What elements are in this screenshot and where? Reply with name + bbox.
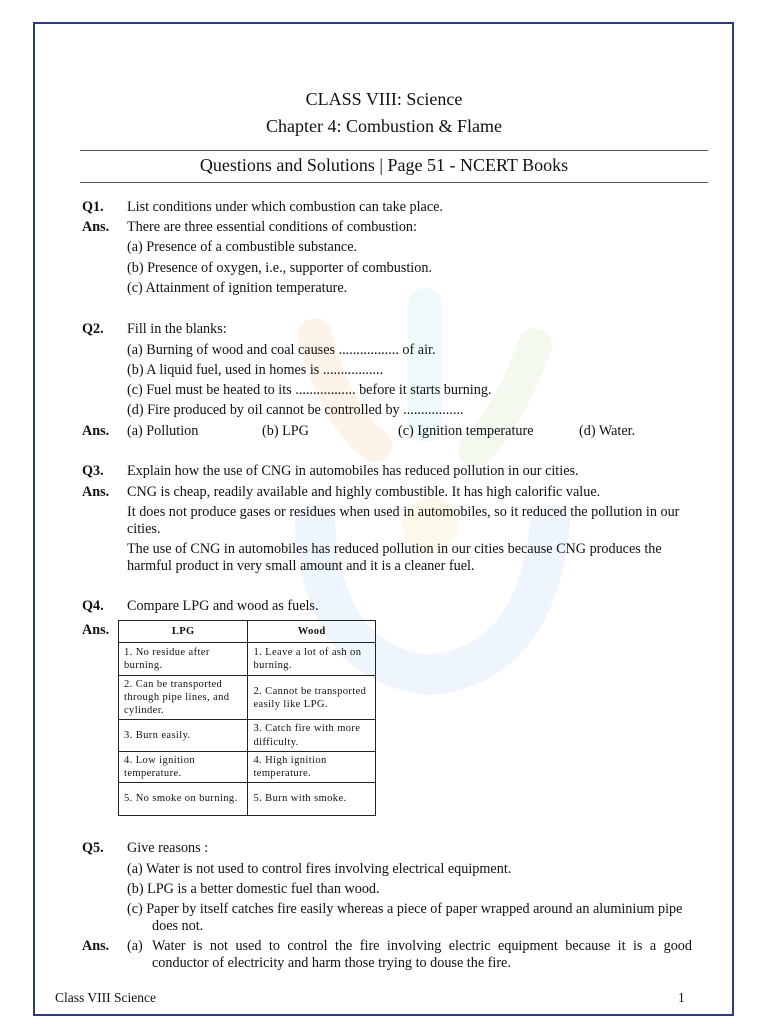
page-subtitle: Questions and Solutions | Page 51 - NCERT Books <box>199 155 569 175</box>
q2-answer: (b) LPG <box>262 423 309 439</box>
table-row <box>119 676 376 720</box>
q1-point: (c) Attainment of ignition temperature. <box>127 280 348 296</box>
q3-label: Q3. <box>82 463 104 479</box>
q4-question: Compare LPG and wood as fuels. <box>127 598 319 614</box>
table-cell: 1. Leave a lot of ash on burning. <box>248 643 376 676</box>
table-header: LPG <box>119 621 248 643</box>
table-cell: 2. Can be transported through pipe lines, and cylinder. <box>119 676 248 720</box>
comparison-table <box>118 620 376 816</box>
q2-answer: (c) Ignition temperature <box>398 423 534 439</box>
q3-answer-p1: CNG is cheap, readily available and highly combustible. It has high calorific value. <box>127 484 601 500</box>
header-rule-top <box>80 150 708 151</box>
q1-point: (b) Presence of oxygen, i.e., supporter of combustion. <box>127 260 432 276</box>
chapter-title: Chapter 4: Combustion & Flame <box>266 116 502 136</box>
q5-answer-text: Water is not used to control the fire involving electric equipment because it is a good conductor of electricity and harm those trying to douse the fire. <box>152 938 692 971</box>
table-row <box>119 782 376 815</box>
q2-item: (c) Fuel must be heated to its ................. before it starts burning. <box>127 382 492 398</box>
table-cell: 5. Burn with smoke. <box>248 782 376 815</box>
q5-question: Give reasons : <box>127 840 209 856</box>
table-cell: 1. No residue after burning. <box>119 643 248 676</box>
table-cell: 3. Catch fire with more difficulty. <box>248 720 376 751</box>
q4-label: Q4. <box>82 598 104 614</box>
q1-ans-label: Ans. <box>82 219 110 235</box>
q5-answer-marker: (a) <box>127 938 143 954</box>
q2-ans-label: Ans. <box>82 423 110 439</box>
q1-question: List conditions under which combustion can take place. <box>127 199 443 215</box>
q5-label: Q5. <box>82 840 104 856</box>
q1-label: Q1. <box>82 199 104 215</box>
class-title: CLASS VIII: Science <box>305 89 463 109</box>
q5-item: (b) LPG is a better domestic fuel than wood. <box>127 881 380 897</box>
q5-ans-label: Ans. <box>82 938 110 954</box>
q2-label: Q2. <box>82 321 104 337</box>
q1-answer-intro: There are three essential conditions of combustion: <box>127 219 417 235</box>
q2-item: (b) A liquid fuel, used in homes is ................. <box>127 362 384 378</box>
table-cell: 2. Cannot be transported easily like LPG. <box>248 676 376 720</box>
page-number: 1 <box>678 990 685 1005</box>
table-cell: 3. Burn easily. <box>119 720 248 751</box>
table-header: Wood <box>248 621 376 643</box>
q5-item: (a) Water is not used to control fires involving electrical equipment. <box>127 861 512 877</box>
table-cell: 5. No smoke on burning. <box>119 782 248 815</box>
q4-ans-label: Ans. <box>82 622 110 638</box>
q2-item: (a) Burning of wood and coal causes ................. of air. <box>127 342 436 358</box>
table-row <box>119 751 376 782</box>
q2-answer: (a) Pollution <box>127 423 199 439</box>
table-row <box>119 720 376 751</box>
q2-answer: (d) Water. <box>579 423 636 439</box>
q1-point: (a) Presence of a combustible substance. <box>127 239 358 255</box>
q2-question: Fill in the blanks: <box>127 321 227 337</box>
table-row <box>119 643 376 676</box>
header-rule-bottom <box>80 182 708 183</box>
q3-answer-p3: The use of CNG in automobiles has reduced pollution in our cities because CNG produces the harmful product in very small amount and it is a cleaner fuel. <box>127 541 662 574</box>
table-cell: 4. High ignition temperature. <box>248 751 376 782</box>
table-header-row <box>119 621 376 643</box>
q3-question: Explain how the use of CNG in automobiles has reduced pollution in our cities. <box>127 463 579 479</box>
q2-item: (d) Fire produced by oil cannot be controlled by ................. <box>127 402 464 418</box>
q3-ans-label: Ans. <box>82 484 110 500</box>
footer-class: Class VIII Science <box>55 990 156 1005</box>
q3-answer-p2: It does not produce gases or residues when used in automobiles, so it reduced the pollution in our cities. <box>127 504 680 537</box>
q5-item: (c) Paper by itself catches fire easily whereas a piece of paper wrapped around an aluminium pipe does not. <box>127 901 683 934</box>
table-cell: 4. Low ignition temperature. <box>119 751 248 782</box>
